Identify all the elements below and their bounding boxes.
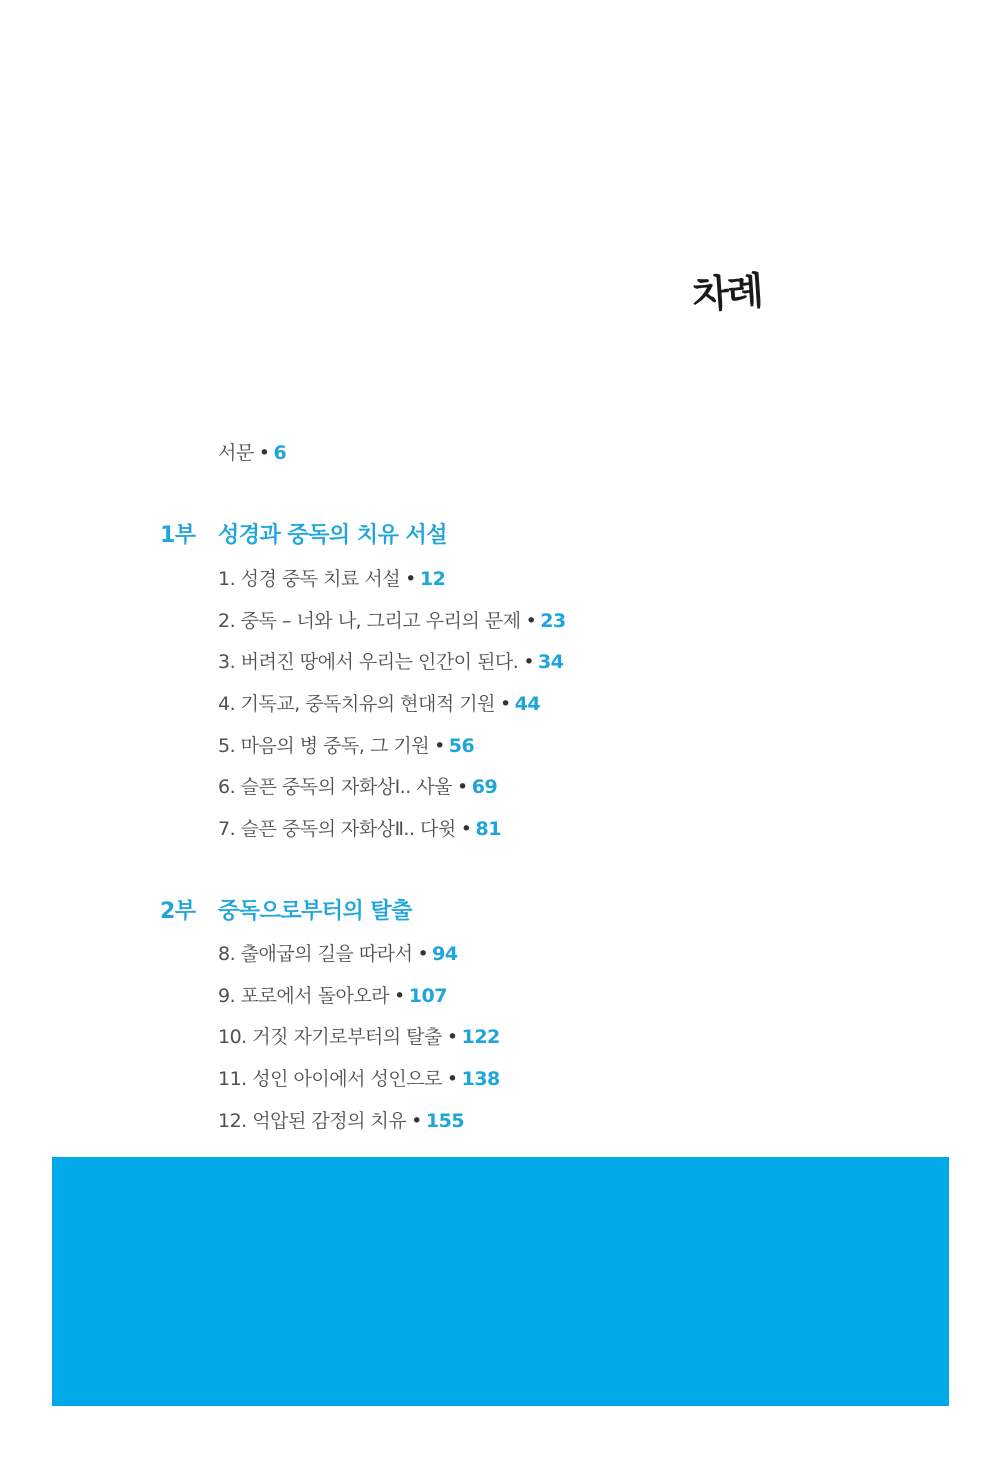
bullet: • [258, 442, 270, 464]
entry-label: 11. 성인 아이에서 성인으로 [218, 1068, 442, 1090]
part-title: 중독으로부터의 탈출 [218, 899, 412, 924]
toc-entry[interactable] [218, 939, 458, 966]
bullet: • [446, 1026, 458, 1048]
page-number: 6 [273, 442, 287, 464]
entry-label: 3. 버려진 땅에서 우리는 인간이 된다. [218, 651, 519, 673]
toc-entry[interactable] [218, 689, 540, 716]
entry-label: 4. 기독교, 중독치유의 현대적 기원 [218, 693, 495, 715]
entry-label: 10. 거짓 자기로부터의 탈출 [218, 1026, 442, 1048]
page-number: 107 [408, 985, 447, 1007]
bullet: • [460, 818, 472, 840]
page-number: 69 [471, 776, 498, 798]
toc-entry[interactable] [218, 1064, 500, 1091]
entry-label: 2. 중독 – 너와 나, 그리고 우리의 문제 [218, 610, 521, 632]
bullet: • [434, 735, 445, 757]
toc-entry[interactable] [218, 647, 564, 674]
toc-entry-preface[interactable] [218, 438, 286, 465]
bullet: • [446, 1068, 458, 1090]
bullet: • [411, 1110, 422, 1132]
bullet: • [523, 651, 535, 673]
page-number: 56 [448, 735, 475, 757]
part-number: 2부 [160, 899, 196, 924]
entry-label: 7. 슬픈 중독의 자화상Ⅱ.. 다윗 [218, 818, 456, 840]
part-heading [160, 518, 447, 549]
page-number: 122 [461, 1026, 500, 1048]
bullet: • [405, 568, 416, 590]
page-number: 138 [461, 1068, 500, 1090]
toc-entry[interactable] [218, 981, 447, 1008]
bullet: • [417, 943, 429, 965]
part-heading [160, 894, 412, 925]
part-number: 1부 [160, 523, 196, 548]
page-number: 81 [475, 818, 501, 840]
bullet: • [525, 610, 537, 632]
entry-label: 6. 슬픈 중독의 자화상Ⅰ.. 사울 [218, 776, 453, 798]
toc-entry[interactable] [218, 606, 566, 633]
toc-entry[interactable] [218, 731, 474, 758]
part-title: 성경과 중독의 치유 서설 [218, 523, 447, 548]
toc-entry[interactable] [218, 1022, 500, 1049]
page-number: 155 [425, 1110, 465, 1132]
decorative-band [52, 1157, 949, 1406]
entry-label: 8. 출애굽의 길을 따라서 [218, 943, 413, 965]
page-number: 34 [538, 651, 564, 673]
entry-label: 9. 포로에서 돌아오라 [218, 985, 390, 1007]
toc-entry[interactable] [218, 772, 497, 799]
page-number: 23 [540, 610, 566, 632]
toc-entry[interactable] [218, 1106, 464, 1133]
entry-label: 5. 마음의 병 중독, 그 기원 [218, 735, 430, 757]
page-number: 44 [514, 693, 541, 715]
toc-entry[interactable] [218, 564, 445, 591]
entry-label: 12. 억압된 감정의 치유 [218, 1110, 407, 1132]
bullet: • [499, 693, 511, 715]
page-title: 차례 [690, 267, 764, 318]
entry-label: 서문 [218, 442, 254, 464]
entry-label: 1. 성경 중독 치료 서설 [218, 568, 401, 590]
page-number: 94 [432, 943, 458, 965]
page-number: 12 [419, 568, 446, 590]
bullet: • [457, 776, 468, 798]
bullet: • [394, 985, 405, 1007]
toc-entry[interactable] [218, 814, 501, 841]
